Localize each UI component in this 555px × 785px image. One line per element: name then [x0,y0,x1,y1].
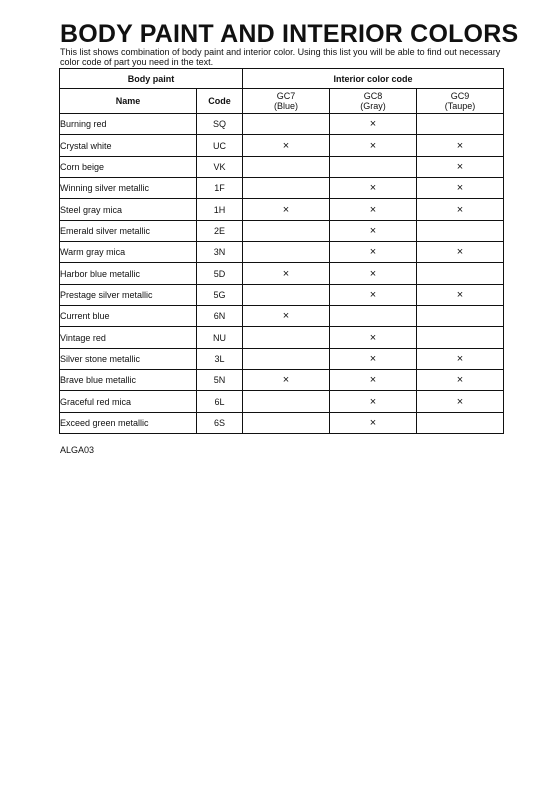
paint-code-cell: 1H [197,199,243,220]
cross-mark-icon: × [369,118,377,131]
interior-mark-cell [330,178,417,199]
interior-mark-cell [417,199,504,220]
paint-code-cell: 6L [197,391,243,412]
cross-mark-icon: × [369,246,377,259]
table-row [60,242,504,263]
interior-mark-cell [243,306,330,327]
table-row [60,263,504,284]
header-code: Code [197,89,243,114]
cross-mark-icon: × [369,331,377,344]
table-row [60,199,504,220]
interior-code: GC8 [363,91,383,101]
interior-mark-cell [330,199,417,220]
paint-code-cell: 6S [197,412,243,433]
cross-mark-icon: × [369,288,377,301]
cross-mark-icon: × [369,395,377,408]
color-combination-table [59,68,504,434]
interior-mark-cell [243,327,330,348]
interior-mark-cell [243,220,330,241]
table-row [60,327,504,348]
cross-mark-icon: × [369,374,377,387]
interior-mark-cell [417,220,504,241]
interior-mark-cell [330,348,417,369]
cross-mark-icon: × [282,374,290,387]
interior-mark-cell [243,178,330,199]
paint-code-cell: 2E [197,220,243,241]
paint-code-cell: VK [197,156,243,177]
paint-name-cell: Winning silver metallic [60,178,197,199]
header-interior-gc7 [243,89,330,114]
interior-mark-cell [417,135,504,156]
interior-mark-cell [417,327,504,348]
interior-mark-cell [417,391,504,412]
paint-name-cell: Vintage red [60,327,197,348]
interior-mark-cell [330,220,417,241]
intro-text: This list shows combination of body paint and interior color. Using this list you will be able to find out necessary color code of part you need in the text. [60,47,501,67]
header-body-paint: Body paint [60,69,243,89]
interior-mark-cell [243,135,330,156]
cross-mark-icon: × [456,246,464,259]
interior-mark-cell [243,199,330,220]
paint-code-cell: 5N [197,370,243,391]
table-row [60,135,504,156]
paint-name-cell: Brave blue metallic [60,370,197,391]
paint-name-cell: Graceful red mica [60,391,197,412]
interior-mark-cell [330,391,417,412]
cross-mark-icon: × [282,310,290,323]
table-row [60,370,504,391]
paint-code-cell: SQ [197,114,243,135]
interior-mark-cell [243,284,330,305]
table-row [60,391,504,412]
paint-name-cell: Corn beige [60,156,197,177]
interior-mark-cell [330,327,417,348]
interior-mark-cell [330,135,417,156]
cross-mark-icon: × [456,139,464,152]
table-row [60,114,504,135]
cross-mark-icon: × [369,267,377,280]
interior-mark-cell [330,114,417,135]
interior-mark-cell [243,114,330,135]
interior-mark-cell [243,391,330,412]
paint-name-cell: Exceed green metallic [60,412,197,433]
header-interior-color-code: Interior color code [243,69,504,89]
interior-mark-cell [417,263,504,284]
cross-mark-icon: × [456,182,464,195]
interior-mark-cell [417,284,504,305]
paint-name-cell: Emerald silver metallic [60,220,197,241]
paint-code-cell: 5D [197,263,243,284]
paint-code-cell: 3N [197,242,243,263]
interior-mark-cell [417,114,504,135]
interior-mark-cell [417,412,504,433]
interior-mark-cell [417,242,504,263]
interior-mark-cell [330,412,417,433]
paint-name-cell: Harbor blue metallic [60,263,197,284]
cross-mark-icon: × [369,182,377,195]
paint-code-cell: 5G [197,284,243,305]
cross-mark-icon: × [456,160,464,173]
header-interior-gc8 [330,89,417,114]
header-name: Name [60,89,197,114]
interior-mark-cell [243,263,330,284]
interior-mark-cell [417,348,504,369]
interior-mark-cell [243,348,330,369]
paint-code-cell: UC [197,135,243,156]
cross-mark-icon: × [369,352,377,365]
paint-name-cell: Burning red [60,114,197,135]
cross-mark-icon: × [456,203,464,216]
interior-name: (Taupe) [444,101,476,111]
cross-mark-icon: × [282,267,290,280]
cross-mark-icon: × [369,139,377,152]
paint-code-cell: 6N [197,306,243,327]
table-row [60,178,504,199]
cross-mark-icon: × [456,374,464,387]
paint-code-cell: 3L [197,348,243,369]
footer-code: ALGA03 [60,445,95,455]
interior-mark-cell [417,156,504,177]
paint-name-cell: Crystal white [60,135,197,156]
paint-name-cell: Steel gray mica [60,199,197,220]
interior-name: (Blue) [273,101,298,111]
paint-code-cell: 1F [197,178,243,199]
interior-code: GC9 [450,91,470,101]
header-interior-gc9 [417,89,504,114]
paint-name-cell: Prestage silver metallic [60,284,197,305]
table-body [60,114,504,434]
paint-name-cell: Silver stone metallic [60,348,197,369]
interior-mark-cell [417,178,504,199]
interior-mark-cell [417,306,504,327]
interior-mark-cell [330,306,417,327]
interior-mark-cell [330,263,417,284]
cross-mark-icon: × [456,352,464,365]
interior-mark-cell [243,156,330,177]
cross-mark-icon: × [282,139,290,152]
cross-mark-icon: × [369,224,377,237]
paint-code-cell: NU [197,327,243,348]
table-row [60,412,504,433]
paint-name-cell: Current blue [60,306,197,327]
interior-mark-cell [330,284,417,305]
interior-name: (Gray) [360,101,386,111]
cross-mark-icon: × [456,288,464,301]
table-row [60,306,504,327]
interior-mark-cell [330,242,417,263]
interior-mark-cell [417,370,504,391]
table-row [60,156,504,177]
interior-mark-cell [243,370,330,391]
interior-mark-cell [330,370,417,391]
page-title: BODY PAINT AND INTERIOR COLORS [60,20,519,48]
cross-mark-icon: × [456,395,464,408]
table-row [60,220,504,241]
table-row [60,284,504,305]
cross-mark-icon: × [369,416,377,429]
interior-code: GC7 [276,91,296,101]
interior-mark-cell [243,412,330,433]
interior-mark-cell [243,242,330,263]
cross-mark-icon: × [282,203,290,216]
cross-mark-icon: × [369,203,377,216]
interior-mark-cell [330,156,417,177]
table-row [60,348,504,369]
paint-name-cell: Warm gray mica [60,242,197,263]
